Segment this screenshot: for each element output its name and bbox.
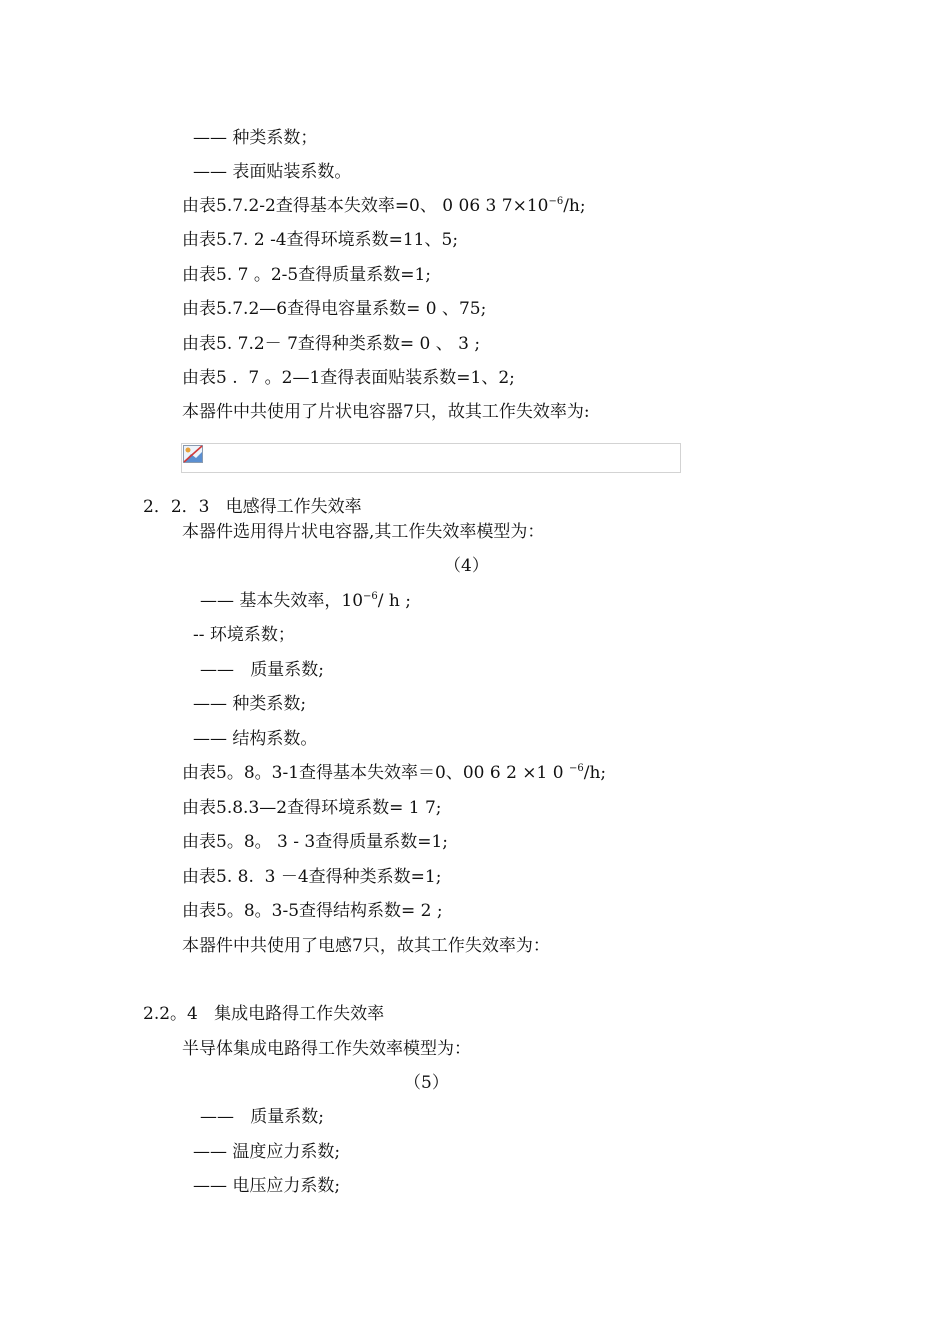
text-line: —— 温度应力系数; bbox=[193, 1142, 341, 1162]
text-line: 由表5.8.3—2查得环境系数= 1 7; bbox=[182, 798, 442, 818]
text-line: 由表5。8。3-5查得结构系数= 2 ; bbox=[182, 901, 443, 921]
equation-number: （5） bbox=[404, 1073, 449, 1093]
formula-image-placeholder bbox=[181, 443, 681, 473]
text-line: -- 环境系数； bbox=[193, 625, 295, 645]
text-line: 由表5 . 7 。2—1查得表面贴装系数=1、2; bbox=[182, 368, 515, 388]
text-line: —— 表面贴装系数。 bbox=[193, 162, 352, 182]
text-line: 由表5. 8. 3 －4查得种类系数=1; bbox=[182, 867, 442, 887]
broken-image-icon bbox=[183, 445, 203, 463]
text-line: 由表5.7.2—6查得电容量系数= 0 、75; bbox=[182, 299, 487, 319]
text-line: —— 质量系数; bbox=[200, 1107, 324, 1127]
text-line: 由表5. 7.2－ 7查得种类系数= 0 、 3 ; bbox=[182, 334, 481, 354]
text-line: 半导体集成电路得工作失效率模型为： bbox=[182, 1039, 471, 1059]
text-line: —— 种类系数； bbox=[193, 128, 318, 148]
section-heading: 2．2．3 电感得工作失效率 bbox=[143, 497, 362, 517]
text-line: —— 种类系数; bbox=[193, 694, 307, 714]
equation-number: （4） bbox=[444, 556, 489, 576]
section-heading: 2.2。4 集成电路得工作失效率 bbox=[143, 1004, 385, 1024]
text-line: 由表5. 7 。2-5查得质量系数=1; bbox=[182, 265, 432, 285]
text-line: 本器件中共使用了片状电容器7只，故其工作失效率为: bbox=[182, 402, 590, 422]
text-line: 由表5.7.2-2查得基本失效率=0、 0 06 3 $7\times 10^{-6}/h$; bbox=[182, 196, 586, 216]
text-line: —— 电压应力系数; bbox=[193, 1176, 341, 1196]
text-line: 由表5。8。 3 - 3查得质量系数=1; bbox=[182, 832, 449, 852]
text-line: 由表5.7. 2 -4查得环境系数=11、5; bbox=[182, 230, 459, 250]
text-line: 本器件选用得片状电容器,其工作失效率模型为： bbox=[182, 522, 545, 542]
text-line: —— 质量系数; bbox=[200, 660, 324, 680]
text-line: —— 基本失效率，$10^{-6}/$ h ; bbox=[200, 591, 412, 611]
text-line: —— 结构系数。 bbox=[193, 729, 318, 749]
text-line: 由表5。8。3-1查得基本失效率＝0、00 6 2 ×1 0 $^{-6}$/h; bbox=[182, 763, 607, 783]
text-line: 本器件中共使用了电感7只，故其工作失效率为： bbox=[182, 936, 550, 956]
